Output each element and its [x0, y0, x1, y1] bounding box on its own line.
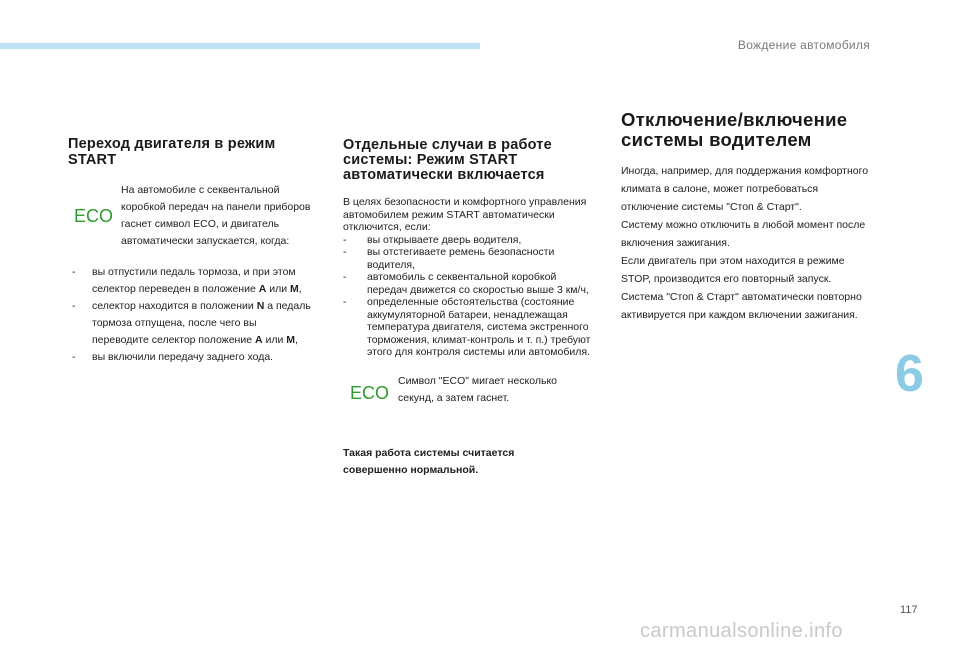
- paragraph: Систему можно отключить в любой момент после включения зажигания.: [621, 219, 866, 249]
- list-item: - вы включили передачу заднего хода.: [68, 349, 313, 366]
- column-special-cases: [343, 138, 598, 479]
- paragraph: Если двигатель при этом находится в режиме STOP, производится его повторный запуск.: [621, 255, 845, 285]
- eco-blink-text: Символ "ECO" мигает несколько секунд, а затем гаснет.: [398, 374, 558, 404]
- paragraph: Система "Стоп & Старт" автоматически повторно активируется при каждом включении зажигания.: [621, 291, 862, 321]
- eco-icon-label: ECO: [73, 207, 113, 225]
- normal-operation-note: Такая работа системы считается совершенно нормальной.: [343, 446, 515, 476]
- driver-toggle-body: [621, 162, 876, 324]
- list-item: - вы открываете дверь водителя,: [343, 234, 598, 247]
- page-number: 117: [900, 604, 918, 616]
- special-cases-intro: В целях безопасности и комфортного управления автомобилем режим START автоматически отключится, если:: [343, 196, 587, 233]
- eco-icon: [68, 182, 121, 250]
- start-intro-text: На автомобиле с секвентальной коробкой передач на панели приборов гаснет символ ECO, и двигатель автоматически запускается, когда:: [121, 184, 311, 247]
- heading-special-cases: Отдельные случаи в работе системы: Режим START автоматически включается: [343, 137, 552, 183]
- list-item: - автомобиль с секвентальной коробкой передач движется со скоростью выше 3 км/ч,: [343, 271, 598, 296]
- column-start-mode: [68, 136, 313, 366]
- watermark: carmanualsonline.info: [640, 620, 843, 642]
- list-item: - вы отпустили педаль тормоза, и при этом селектор переведен в положение A или M,: [68, 264, 313, 298]
- eco-icon-label: ECO: [349, 383, 389, 402]
- chapter-number: 6: [895, 345, 924, 403]
- top-accent-bar: [0, 43, 480, 49]
- section-title: Вождение автомобиля: [737, 38, 870, 52]
- list-item: - вы отстегиваете ремень безопасности водителя,: [343, 246, 598, 271]
- eco-intro-row: [68, 182, 313, 250]
- heading-driver-toggle: Отключение/включение системы водителем: [621, 109, 848, 150]
- eco-icon: [343, 373, 398, 413]
- special-cases-list: [343, 234, 598, 359]
- start-conditions-list: [68, 264, 313, 366]
- paragraph: Иногда, например, для поддержания комфортного климата в салоне, может потребоваться отключение системы "Стоп & Старт".: [621, 165, 869, 213]
- list-item: - определенные обстоятельства (состояние аккумуляторной батареи, ненадлежащая температура двигателя, система экстренного торможения, климат-контроль и т. п.) требуют этого для контроля системы или автомобиля.: [343, 296, 598, 359]
- heading-start-mode: Переход двигателя в режим START: [68, 136, 276, 168]
- eco-blink-row: [343, 373, 598, 413]
- list-item: - селектор находится в положении N а педаль тормоза отпущена, после чего вы переводите селектор положение A или M,: [68, 298, 313, 349]
- column-driver-toggle: [621, 110, 876, 324]
